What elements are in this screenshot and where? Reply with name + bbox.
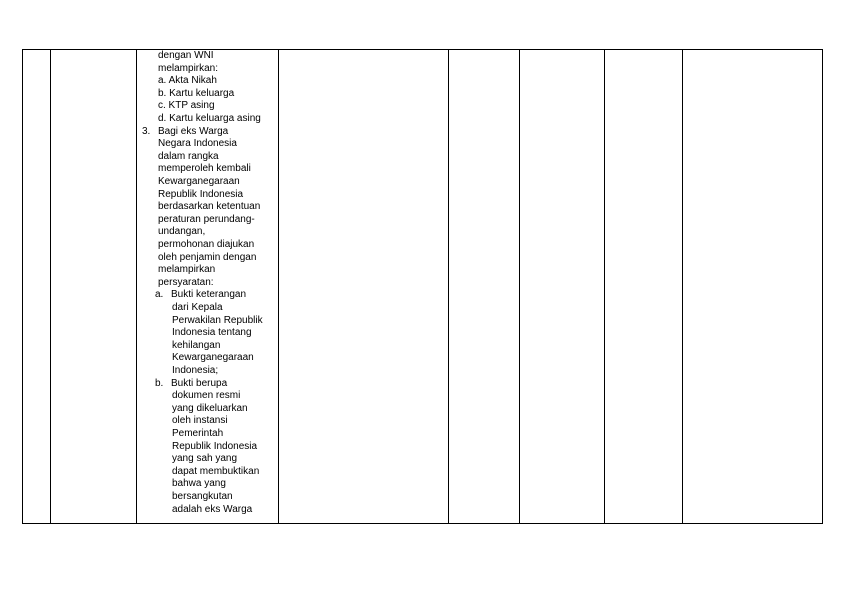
text-line: bersangkutan xyxy=(172,491,233,502)
column-divider xyxy=(519,50,520,523)
text-line: dengan WNI xyxy=(158,50,214,61)
text-line: dalam rangka xyxy=(158,150,219,162)
list-item: a. Akta Nikah xyxy=(158,75,217,87)
text-line: Kewarganegaraan xyxy=(158,176,240,187)
text-line: Bukti berupa xyxy=(171,377,228,389)
list-item: d. Kartu keluarga asing xyxy=(158,113,261,124)
column-divider xyxy=(604,50,605,523)
text-line: Perwakilan Republik xyxy=(172,314,263,326)
column-divider xyxy=(278,50,279,523)
text-line: melampirkan: xyxy=(158,62,219,74)
text-line: Indonesia tentang xyxy=(172,327,252,339)
text-line: Pemerintah xyxy=(172,428,224,439)
text-line: oleh instansi xyxy=(172,415,228,427)
list-item: b. Kartu keluarga xyxy=(158,87,235,99)
text-line: memperoleh kembali xyxy=(158,163,251,175)
text-line: dokumen resmi xyxy=(172,390,241,402)
list-item: c. KTP asing xyxy=(158,100,215,112)
text-line: berdasarkan ketentuan xyxy=(158,201,261,213)
text-line: peraturan perundang- xyxy=(158,213,255,225)
column-divider xyxy=(136,50,137,523)
list-number: 3. xyxy=(142,125,151,137)
text-line: Kewarganegaraan xyxy=(172,352,254,364)
text-line: Indonesia; xyxy=(172,365,219,376)
text-line: yang sah yang xyxy=(172,453,238,465)
list-letter: b. xyxy=(155,377,164,389)
text-line: oleh penjamin dengan xyxy=(158,251,257,263)
column-divider xyxy=(448,50,449,523)
text-line: melampirkan xyxy=(158,264,216,276)
text-line: Negara Indonesia xyxy=(158,138,237,150)
text-line: Bagi eks Warga xyxy=(158,125,229,137)
text-line: permohonan diajukan xyxy=(158,239,255,250)
text-line: undangan, xyxy=(158,226,206,238)
text-line: dapat membuktikan xyxy=(172,465,260,477)
text-line: Republik Indonesia xyxy=(158,188,244,200)
column-divider xyxy=(50,50,51,523)
list-letter: a. xyxy=(155,289,164,301)
text-line: Republik Indonesia xyxy=(172,440,258,452)
text-line: persyaratan: xyxy=(158,276,214,288)
text-line: bahwa yang xyxy=(172,478,226,490)
requirements-table xyxy=(22,49,823,524)
requirements-cell xyxy=(138,50,278,523)
text-line: dari Kepala xyxy=(172,302,223,313)
text-line: Bukti keterangan xyxy=(171,289,247,301)
text-line: adalah eks Warga xyxy=(172,503,253,515)
text-line: kehilangan xyxy=(172,339,221,351)
text-line: yang dikeluarkan xyxy=(172,402,248,414)
column-divider xyxy=(682,50,683,523)
